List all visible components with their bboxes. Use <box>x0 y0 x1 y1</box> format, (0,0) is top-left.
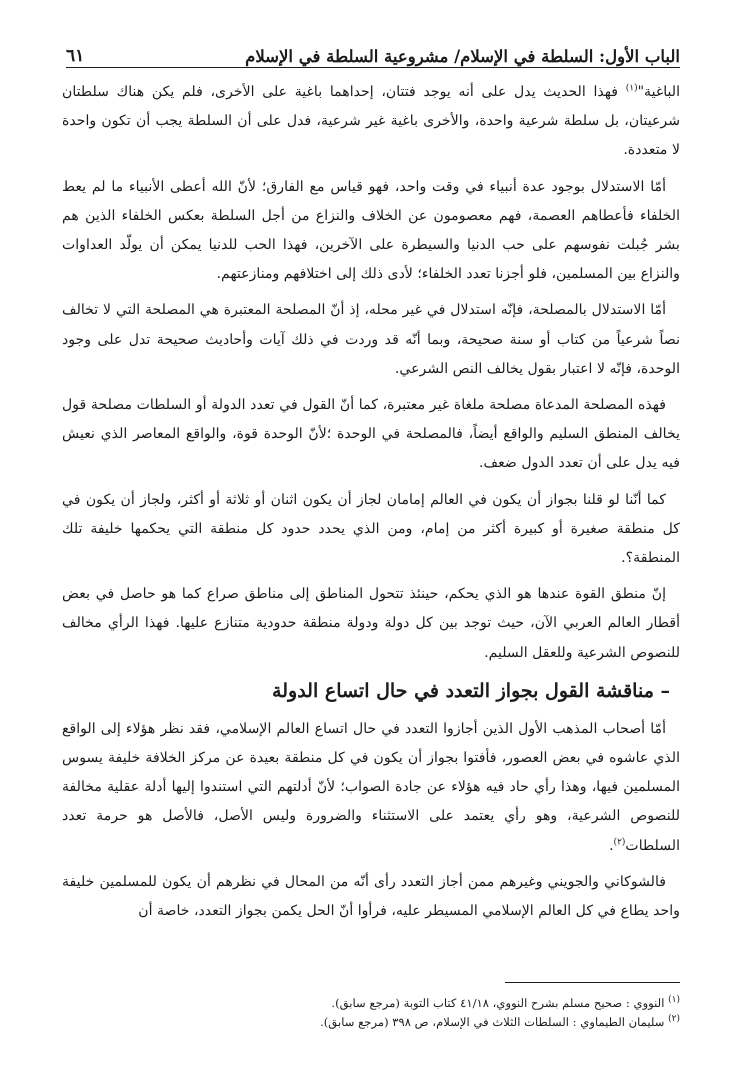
paragraph-2: أمّا الاستدلال بوجود عدة أنبياء في وقت واحد، فهو قياس مع الفارق؛ لأنّ الله أعطى الأنبياء ما لم يعط الخلفاء فأعطاهم العصمة، فهم معصومون عن الخلاف والنزاع من أجل السلطة بعكس الخلفاء الذين هم بشر جُبلت نفوسهم على حب الدنيا والسيطرة على الآخرين، فهذا الحب للدنيا يمكن أن يولّد العداوات والنزاع بين المسلمين، فلو أجزنا تعدد الخلفاء؛ لأدى ذلك إلى اختلافهم ومنازعتهم. <box>62 178 680 283</box>
paragraph-3: أمّا الاستدلال بالمصلحة، فإنّه استدلال في غير محله، إذ أنّ المصلحة المعتبرة هي المصلحة التي لا تخالف نصاً شرعياً من كتاب أو سنة صحيحة، وبما أنّه قد وردت في ذلك آيات وأحاديث صحيحة تدل على وجود الوحدة، فإنّه لا اعتبار بقول يخالف النص الشرعي. <box>62 302 680 377</box>
footnote-rule <box>505 982 680 983</box>
paragraph-8: فالشوكاني والجويني وغيرهم ممن أجاز التعدد رأى أنّه من المحال في نظرهم أن يكون للمسلمين خليفة واحد يطاع في كل العالم الإسلامي المسيطر عليه، فرأوا أنّ الحل يكمن بجواز التعدد، خاصة أن <box>62 873 680 920</box>
running-title: الباب الأول: السلطة في الإسلام/ مشروعية السلطة في الإسلام <box>245 47 680 66</box>
footnotes <box>62 994 680 1032</box>
footnote-2: $^{(٢)}$ سليمان الطيماوي : السلطات الثلاث في الإسلام، ص ٣٩٨ (مرجع سابق). <box>320 1014 680 1029</box>
footnote-ref-2: (٢) <box>613 836 626 847</box>
page-header <box>66 36 680 66</box>
page-body <box>62 78 680 933</box>
footnote-ref-1: (١) <box>625 83 638 94</box>
section-heading: – مناقشة القول بجواز التعدد في حال اتساع الدولة <box>272 679 670 702</box>
page-number: ٦١ <box>66 46 85 66</box>
paragraph-1: الباغية"$^{(١)}$ فهذا الحديث يدل على أنه يوجد فتتان، إحداهما باغية على الأخرى، فلم يكن هناك سلطتان شرعيتان، بل سلطة شرعية واحدة، والأخرى باغية غير شرعية، فدل على أن السلطة يجب أن تكون واحدة لا متعددة. <box>62 83 680 159</box>
header-rule <box>66 67 680 68</box>
footnote-1: $^{(١)}$ النووي : صحيح مسلم بشرح النووي، ٤١/١٨ كتاب التوبة (مرجع سابق). <box>331 995 680 1010</box>
paragraph-7: أمّا أصحاب المذهب الأول الذين أجازوا التعدد في حال اتساع العالم الإسلامي، فقد نظر هؤلاء إلى الواقع الذي عاشوه في بعض العصور، فأفتوا بجواز أن يكون في كل منطقة بعيدة عن مركز الخلافة خليفة يسوس المسلمين فيها، وهذا رأي حاد فيه هؤلاء عن جادة الصواب؛ لأنّ أدلتهم التي استندوا إليها أدلة عقلية مخالفة للنصوص الشرعية، وهو رأي يعتمد على الاستثناء والضرورة وليس الأصل، فالأصل هو حرمة تعدد السلطات$^{(٢)}$. <box>62 720 680 854</box>
paragraph-4: فهذه المصلحة المدعاة مصلحة ملغاة غير معتبرة، كما أنّ القول في تعدد الدولة أو السلطات مصلحة قول يخالف المنطق السليم والواقع أيضاً، فالمصلحة في الوحدة ؛لأنّ الوحدة قوة، والواقع المعاصر الذي نعيش فيه يدل على أن تعدد الدول ضعف. <box>62 397 680 472</box>
paragraph-6: إنّ منطق القوة عندها هو الذي يحكم، حينئذ تتحول المناطق إلى مناطق صراع كما هو حاصل في بعض أقطار العالم العربي الآن، حيث توجد بين كل دولة ودولة منطقة حدودية متنازع عليها. فهذا الرأي مخالف للنصوص الشرعية وللعقل السليم. <box>62 586 680 661</box>
paragraph-5: كما أنّنا لو قلنا بجواز أن يكون في العالم إمامان لجاز أن يكون اثنان أو ثلاثة أو أكثر، ولجاز أن يكون في كل منطقة صغيرة أو كبيرة أكثر من إمام، ومن الذي يحدد حدود كل منطقة التي يحكمها خليفة تلك المنطقة؟. <box>62 491 680 567</box>
